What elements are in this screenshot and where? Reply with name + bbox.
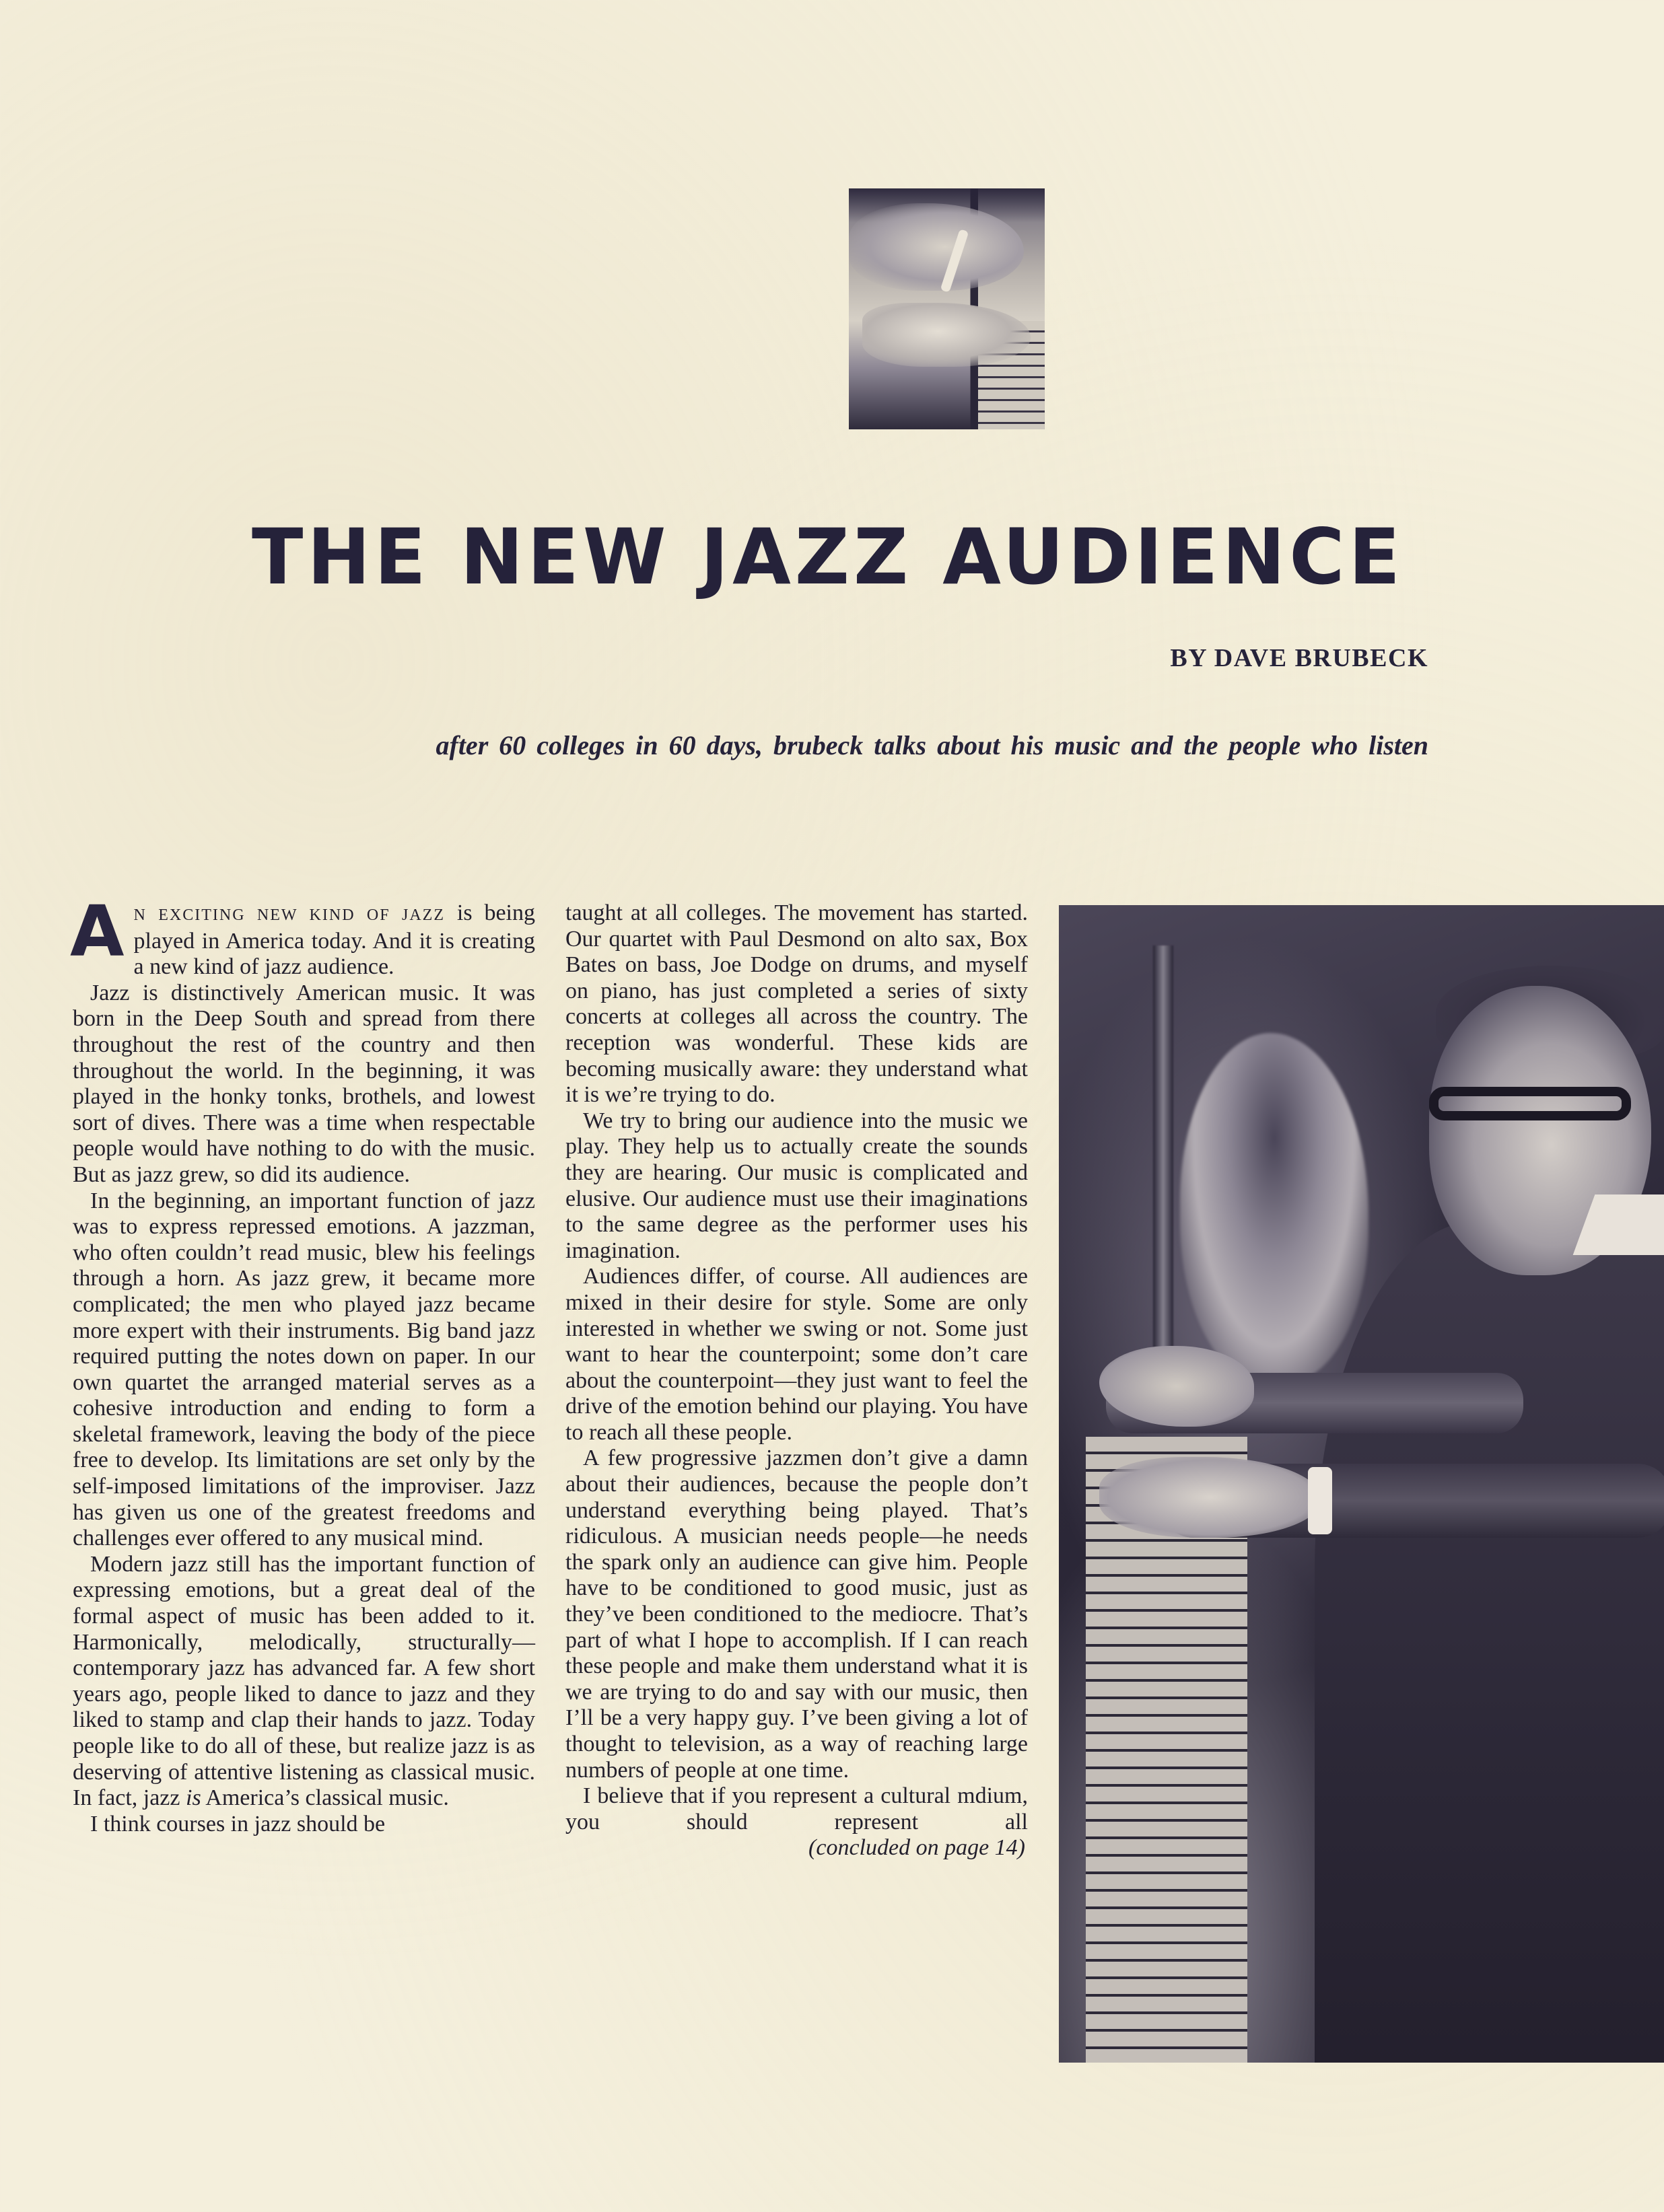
paragraph: [73, 1552, 535, 1812]
lower-hand-shape: [862, 303, 1031, 367]
paragraph-text: Modern jazz still has the important function of expressing emotions, but a great deal of the formal aspect of music has been added to it. Harmonically, melodically, structurally—contemporary jazz has advanced far. A few short years ago, people liked to dance to jazz and they liked to stamp and clap their hands to jazz. Today people like to do all of these, but realize jazz is as deserving of attentive listening as classical music. In fact, jazz: [73, 1551, 535, 1811]
jacket-shape: [1315, 1221, 1664, 2063]
article-subtitle: after 60 colleges in 60 days, brubeck talks about his music and the people who listen: [436, 730, 1428, 760]
paragraph: Jazz is distinctively American music. It was born in the Deep South and spread from there throughout the rest of the country and then throughout the world. In the beginning, it was played in the honky tonks, brothels, and lowest sort of dives. There was a time when respectable people would have nothing to do with the music. But as jazz grew, so did its audience.: [73, 980, 535, 1187]
bass-neck-shape: [1153, 946, 1173, 1363]
glasses-icon: [1429, 1087, 1631, 1120]
shirt-cuff-shape: [1308, 1467, 1332, 1534]
emphasis-text: is: [186, 1785, 201, 1811]
text-column-left: [70, 890, 536, 1837]
text-column-middle: [565, 900, 1028, 1861]
paragraph-text: America’s classical music.: [201, 1785, 449, 1811]
paragraph: A few progressive jazzmen don’t give a damn about their audiences, because the people don’t understand everything being played. That’s ridiculous. A musician needs people—he needs the spark only an audience can give him. People have to be conditioned to good music, just as they’ve been conditioned to the mediocre. That’s part of what I hope to accomplish. If I can reach these people and make them understand what it is we are trying to do and say with our music, then I’ll be a very happy guy. I’ve been giving a lot of thought to television, as a way of reaching large numbers of people at one time.: [565, 1446, 1028, 1783]
hands-on-piano-photo: [849, 188, 1045, 429]
paragraph: I think courses in jazz should be: [90, 1811, 386, 1836]
upper-hand-shape: [849, 203, 1024, 291]
byline: BY DAVE BRUBECK: [1170, 644, 1428, 672]
paragraph: taught at all colleges. The movement has started. Our quartet with Paul Desmond on alto sax, Box Bates on bass, Joe Dodge on drums, and myself on piano, has just completed a series of sixty concerts at colleges all across the country. The reception was wonderful. These kids are becoming musically aware: they understand what it is we’re trying to do.: [565, 900, 1028, 1108]
lead-paragraph: [70, 890, 536, 980]
paragraph: I believe that if you represent a cultural mdium, you should represent all: [565, 1783, 1028, 1834]
lead-text: is being played in America today. And it is creating a new kind of jazz audience.: [133, 900, 536, 980]
brubeck-at-piano-photo: [1059, 905, 1664, 2063]
drop-cap: A: [70, 890, 125, 972]
lower-hand-shape: [1099, 1457, 1321, 1538]
paragraph: We try to bring our audience into the music we play. They help us to actually create the sounds they are hearing. Our music is complicated and elusive. Our audience must use their imaginations to the same degree as the performer uses his imagination.: [565, 1108, 1028, 1263]
lead-small-caps: N EXCITING NEW KIND OF JAZZ: [133, 906, 445, 924]
continued-on-page-link[interactable]: (concluded on page 14): [808, 1835, 1025, 1861]
double-bass-shape: [1180, 1033, 1368, 1383]
article-title: THE NEW JAZZ AUDIENCE: [252, 512, 1404, 602]
paragraph: Audiences differ, of course. All audiences are mixed in their desire for style. Some are only interested in whether we swing or not. Some just want to hear the counterpoint; some don’t care about the counterpoint—they just want to feel the drive of the emotion behind our playing. You have to reach all these people.: [565, 1264, 1028, 1445]
paragraph: In the beginning, an important function of jazz was to express repressed emotions. A jazzman, who often couldn’t read music, blew his feelings through a horn. As jazz grew, it became more complicated; the men who played jazz became more expert with their instruments. Big band jazz required putting the notes down on paper. In our own quartet the arranged material serves as a cohesive introduction and ending to form a skeletal framework, leaving the body of the piece free to develop. Its limitations are set only by the self-imposed limitations of the improviser. Jazz has given us one of the greatest freedoms and challenges ever offered to any musical mind.: [73, 1188, 535, 1551]
